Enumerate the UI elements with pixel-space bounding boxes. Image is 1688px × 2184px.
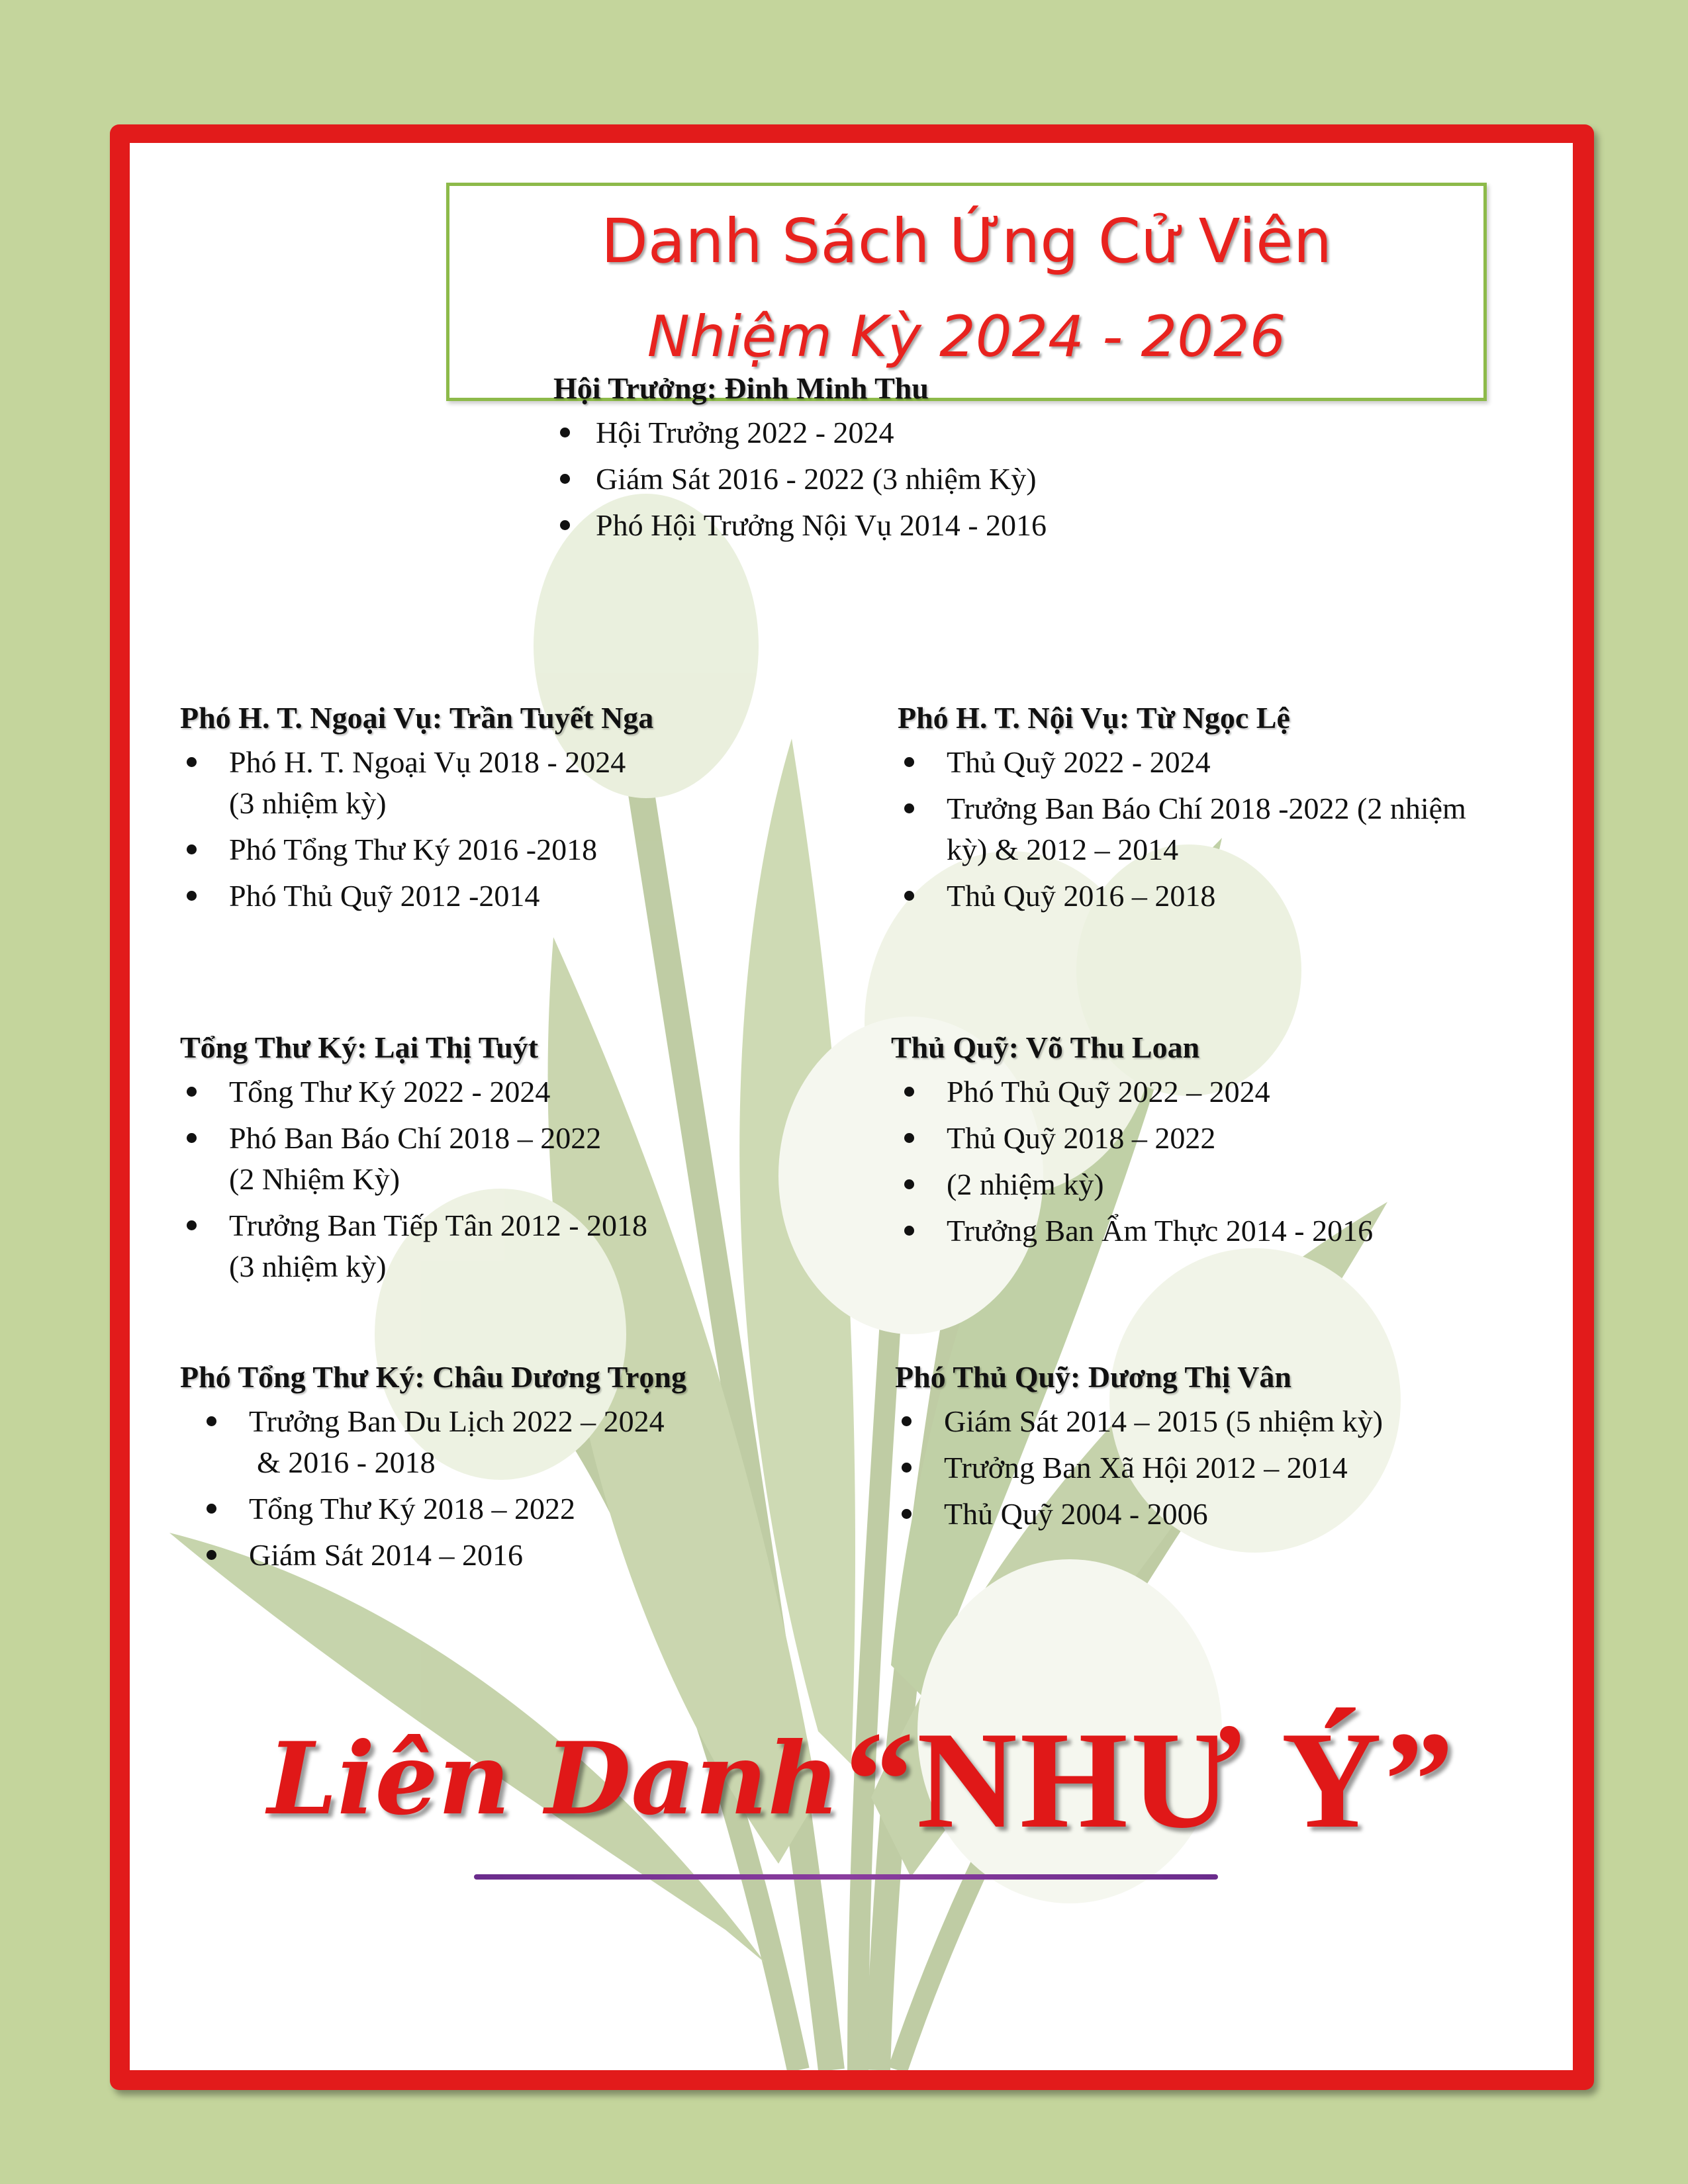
candidate-section-thu-quy	[891, 1030, 1566, 1255]
list-item: kỳ) & 2012 – 2014	[947, 833, 1179, 866]
candidate-section-noi-vu	[898, 700, 1573, 921]
bullet-icon	[207, 1504, 216, 1514]
list-item: Trưởng Ban Báo Chí 2018 -2022 (2 nhiệm	[898, 787, 1573, 831]
bullet-icon	[904, 757, 914, 767]
section-heading: Phó Thủ Quỹ: Dương Thị Vân	[895, 1360, 1291, 1394]
list-item: Hội Trưởng 2022 - 2024	[553, 411, 1282, 455]
list-item: Trưởng Ban Ẩm Thực 2014 - 2016	[898, 1209, 1566, 1253]
list-item: & 2016 - 2018	[257, 1445, 436, 1479]
bullet-icon	[207, 1416, 216, 1426]
list-item: Giám Sát 2014 – 2016	[200, 1533, 868, 1577]
section-heading: Phó H. T. Ngoại Vụ: Trần Tuyết Nga	[180, 701, 654, 735]
bullet-icon	[904, 1226, 914, 1236]
list-item: (2 Nhiệm Kỳ)	[229, 1162, 400, 1196]
bullet-icon	[904, 1087, 914, 1097]
section-heading: Hội Trưởng: Đinh Minh Thu	[553, 371, 929, 405]
page-title: Danh Sách Ứng Cử Viên	[600, 206, 1333, 277]
bullet-icon	[902, 1509, 912, 1519]
section-heading: Phó H. T. Nội Vụ: Từ Ngọc Lệ	[898, 701, 1290, 735]
bullet-icon	[560, 428, 570, 437]
list-item: (3 nhiệm kỳ)	[229, 1250, 387, 1283]
bullet-icon	[187, 1133, 197, 1143]
list-item: Phó Thủ Quỹ 2012 -2014	[180, 874, 842, 918]
slogan-script-text: Liên Danh	[267, 1721, 840, 1837]
bullet-icon	[902, 1416, 912, 1426]
list-item: Thủ Quỹ 2022 - 2024	[898, 741, 1573, 784]
list-item: Phó Tổng Thư Ký 2016 -2018	[180, 828, 842, 872]
bullet-icon	[904, 803, 914, 813]
slogan-underline	[474, 1874, 1218, 1880]
section-heading: Phó Tổng Thư Ký: Châu Dương Trọng	[180, 1360, 686, 1394]
list-item: Trưởng Ban Xã Hội 2012 – 2014	[895, 1446, 1570, 1490]
list-item: Thủ Quỹ 2016 – 2018	[898, 874, 1573, 918]
list-item: Phó Thủ Quỹ 2022 – 2024	[898, 1070, 1566, 1114]
bullet-icon	[207, 1550, 216, 1560]
bullet-icon	[187, 757, 197, 767]
bullet-icon	[187, 844, 197, 854]
list-item: Thủ Quỹ 2004 - 2006	[895, 1492, 1570, 1536]
section-heading: Thủ Quỹ: Võ Thu Loan	[891, 1030, 1200, 1064]
list-item: Giám Sát 2014 – 2015 (5 nhiệm kỳ)	[895, 1400, 1570, 1443]
list-item: Trưởng Ban Du Lịch 2022 – 2024	[200, 1400, 868, 1443]
bullet-icon	[902, 1463, 912, 1473]
list-item: Phó H. T. Ngoại Vụ 2018 - 2024	[180, 741, 842, 784]
candidate-section-ngoai-vu	[180, 700, 842, 921]
list-item: Tổng Thư Ký 2022 - 2024	[180, 1070, 842, 1114]
section-heading: Tổng Thư Ký: Lại Thị Tuýt	[180, 1030, 539, 1064]
bullet-icon	[187, 891, 197, 901]
bullet-icon	[187, 1087, 197, 1097]
list-item: Thủ Quỹ 2018 – 2022	[898, 1116, 1566, 1160]
candidate-section-pho-tong-thu-ky	[180, 1359, 868, 1580]
list-item: Trưởng Ban Tiếp Tân 2012 - 2018	[180, 1204, 842, 1248]
candidate-section-tong-thu-ky	[180, 1030, 842, 1291]
bullet-icon	[904, 1179, 914, 1189]
bullet-icon	[187, 1220, 197, 1230]
bullet-icon	[560, 520, 570, 530]
term-subtitle: Nhiệm Kỳ 2024 - 2026	[647, 304, 1286, 370]
slogan-name: “NHƯ Ý”	[845, 1704, 1457, 1857]
list-item: (2 nhiệm kỳ)	[898, 1163, 1566, 1206]
list-item: Phó Ban Báo Chí 2018 – 2022	[180, 1116, 842, 1160]
candidate-section-hoi-truong	[553, 371, 1282, 550]
slogan	[0, 1694, 1688, 1857]
list-item: Tổng Thư Ký 2018 – 2022	[200, 1487, 868, 1531]
list-item: (3 nhiệm kỳ)	[229, 786, 387, 820]
bullet-icon	[560, 474, 570, 484]
bullet-icon	[904, 891, 914, 901]
list-item: Giám Sát 2016 - 2022 (3 nhiệm Kỳ)	[553, 457, 1282, 501]
bullet-icon	[904, 1133, 914, 1143]
list-item: Phó Hội Trưởng Nội Vụ 2014 - 2016	[553, 504, 1282, 547]
title-box	[446, 183, 1487, 401]
candidate-section-pho-thu-quy	[895, 1359, 1570, 1539]
